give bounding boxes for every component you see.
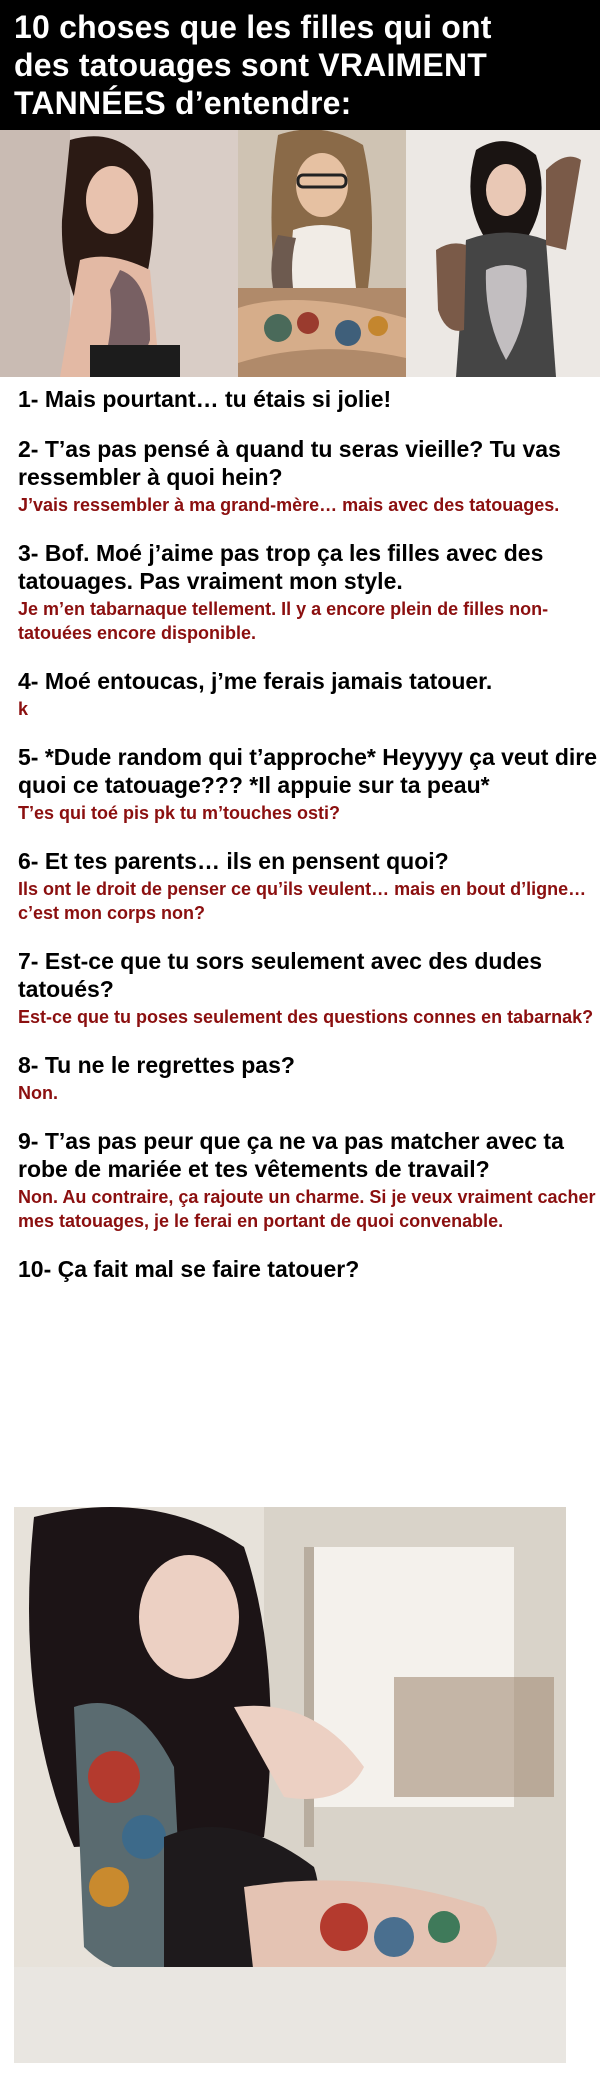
list-item [18, 539, 598, 645]
question-7: 7- Est-ce que tu sors seulement avec des dudes tatoués? [18, 948, 543, 1002]
title-banner [0, 0, 600, 130]
list-item [18, 385, 598, 413]
question-8: 8- Tu ne le regrettes pas? [18, 1052, 295, 1078]
answer-6: Ils ont le droit de penser ce qu’ils veulent… mais en bout d’ligne… c’est mon corps non? [18, 879, 587, 923]
photo-middle-bottom [238, 288, 406, 377]
photo-bottom [14, 1507, 566, 2063]
list-item [18, 1127, 598, 1233]
photo-right [406, 130, 600, 377]
question-1: 1- Mais pourtant… tu étais si jolie! [18, 386, 392, 412]
question-10: 10- Ça fait mal se faire tatouer? [18, 1256, 360, 1282]
photo-left [0, 130, 238, 377]
list-item [18, 667, 598, 721]
title-line-2: des tatouages sont VRAIMENT [14, 47, 488, 83]
photo-middle-top [238, 130, 406, 288]
list-item [18, 1255, 598, 1283]
answer-7: Est-ce que tu poses seulement des questions connes en tabarnak? [18, 1007, 594, 1027]
list-item [18, 743, 598, 825]
list-item [18, 1051, 598, 1105]
question-5: 5- *Dude random qui t’approche* Heyyyy ça veut dire quoi ce tatouage??? *Il appuie sur ta peau* [18, 744, 597, 798]
answer-4: k [18, 699, 29, 719]
title-line-1: 10 choses que les filles qui ont [14, 9, 492, 45]
answer-3: Je m’en tabarnaque tellement. Il y a encore plein de filles non-tatouées encore disponible. [18, 599, 549, 643]
list-item [18, 847, 598, 925]
question-4: 4- Moé entoucas, j’me ferais jamais tatouer. [18, 668, 493, 694]
qa-list [18, 385, 598, 1305]
question-2: 2- T’as pas pensé à quand tu seras vieille? Tu vas ressembler à quoi hein? [18, 436, 561, 490]
answer-2: J’vais ressembler à ma grand-mère… mais avec des tatouages. [18, 495, 560, 515]
answer-8: Non. [18, 1083, 58, 1103]
answer-9: Non. Au contraire, ça rajoute un charme. Si je veux vraiment cacher mes tatouages, je le ferai en portant de quoi convenable. [18, 1187, 596, 1231]
list-item [18, 435, 598, 517]
answer-5: T’es qui toé pis pk tu m’touches osti? [18, 803, 341, 823]
question-9: 9- T’as pas peur que ça ne va pas matcher avec ta robe de mariée et tes vêtements de travail? [18, 1128, 564, 1182]
title-line-3: TANNÉES d’entendre: [14, 85, 352, 121]
list-item [18, 947, 598, 1029]
question-3: 3- Bof. Moé j’aime pas trop ça les filles avec des tatouages. Pas vraiment mon style. [18, 540, 544, 594]
question-6: 6- Et tes parents… ils en pensent quoi? [18, 848, 449, 874]
